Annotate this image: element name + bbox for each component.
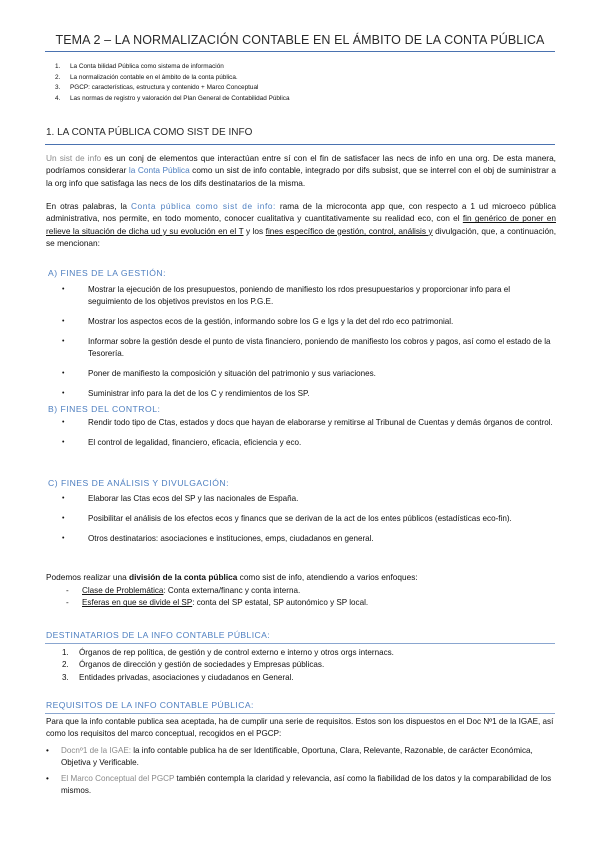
- paragraph-conta-publica: En otras palabras, la Conta pública como sist de info: rama de la microconta app que, con respecto a 1 ud microeco pública administrativa, nos permite, en todo momento, conocer cualitativa y cuantitativamente su realidad eco, con el fin genérico de poner en relieve la situación de dicha ud y su evolución en el T y los fines específico de gestión, control, análisis y divulgación, que, a continuación, se mencionan:: [46, 201, 557, 248]
- bullet-icon: •: [62, 286, 65, 293]
- toc-item: 2. La normalización contable en el ámbito de la conta pública.: [55, 73, 238, 81]
- bullet-icon: •: [62, 370, 65, 377]
- bullet-icon: •: [62, 338, 65, 345]
- list-item: • Rendir todo tipo de Ctas, estados y docs que hayan de elaborarse y remitirse al Tribunal de Cuentas y demás órganos de control.: [62, 418, 553, 427]
- heading-destinatarios: DESTINATARIOS DE LA INFO CONTABLE PÚBLICA:: [46, 630, 271, 640]
- bullet-icon: •: [62, 419, 65, 426]
- list-fines-analisis: [62, 493, 554, 545]
- section-heading: 1. LA CONTA PÚBLICA COMO SIST DE INFO: [46, 127, 253, 138]
- toc-item: 4. Las normas de registro y valoración del Plan General de Contabilidad Pública: [55, 94, 290, 102]
- bullet-icon: •: [62, 535, 65, 542]
- bullet-icon: •: [62, 318, 65, 325]
- bullet-icon: •: [62, 439, 65, 446]
- bullet-icon: •: [46, 774, 49, 784]
- heading-fines-analisis: C) FINES DE ANÁLISIS Y DIVULGACIÓN:: [48, 478, 229, 488]
- list-item: • Poner de manifiesto la composición y situación del patrimonio y sus variaciones.: [62, 369, 376, 378]
- list-item: • Docnº1 de la IGAE: la info contable publica ha de ser Identificable, Oportuna, Clara, Relevante, Razonable, de carácter Económica, Objetiva y Verificable.: [46, 745, 533, 767]
- subsection-divider: [45, 643, 555, 644]
- requisitos-block: [46, 716, 556, 798]
- list-fines-control: [62, 417, 554, 449]
- list-enfoques: [66, 585, 368, 610]
- heading-fines-gestion: A) FINES DE LA GESTIÓN:: [48, 268, 166, 278]
- page-title: TEMA 2 – LA NORMALIZACIÓN CONTABLE EN EL ÁMBITO DE LA CONTA PÚBLICA: [55, 33, 545, 47]
- list-destinatarios: [62, 647, 394, 684]
- list-item: • Informar sobre la gestión desde el punto de vista financiero, poniendo de manifiesto los cobros y pagos, así como el estado de la Tesorería.: [62, 337, 551, 358]
- list-item: • Mostrar la ejecución de los presupuestos, poniendo de manifiesto los rdos presupuestarios y proporcionar info para el seguimiento de los objetivos previstos en los P.G.E.: [62, 285, 511, 306]
- bullet-icon: •: [62, 390, 65, 397]
- heading-fines-control: B) FINES DEL CONTROL:: [48, 404, 161, 414]
- list-item: 3. Entidades privadas, asociaciones y ciudadanos en General.: [62, 672, 294, 682]
- list-item: • Suministrar info para la det de los C y rendimientos de los SP.: [62, 389, 310, 398]
- title-divider: [45, 51, 555, 52]
- list-item: • Otros destinatarios: asociaciones e instituciones, emps, ciudadanos en general.: [62, 534, 374, 543]
- list-item: • Posibilitar el análisis de los efectos ecos y financs que se derivan de la act de los entes públicos (estadísticas eco-fin).: [62, 514, 512, 523]
- paragraph-division: Podemos realizar una división de la conta pública como sist de info, atendiendo a varios enfoques:: [46, 572, 418, 582]
- list-item: - Esferas en que se divide el SP: conta del SP estatal, SP autonómico y SP local.: [66, 598, 369, 608]
- bullet-icon: •: [62, 495, 65, 502]
- list-item: • El Marco Conceptual del PGCP también contempla la claridad y relevancia, así como la fiabilidad de los datos y la comparabilidad de los mismos.: [46, 774, 552, 796]
- list-item: • El control de legalidad, financiero, eficacia, eficiencia y eco.: [62, 438, 302, 447]
- table-of-contents: [55, 62, 290, 104]
- section-divider: [45, 144, 555, 145]
- list-item: 1. Órganos de rep política, de gestión y de control externo e interno y otros orgs internacs.: [62, 648, 394, 657]
- paragraph-requisitos: Para que la info contable publica sea aceptada, ha de cumplir una serie de requisitos. Estos son los dispuestos en el Doc Nº1 de la IGAE, así como los requisitos del marco conceptual, recogidos en el PGCP:: [46, 717, 554, 739]
- list-fines-gestion: [62, 284, 554, 400]
- heading-requisitos: REQUISITOS DE LA INFO CONTABLE PÚBLICA:: [46, 700, 254, 710]
- toc-item: 3. PGCP: características, estructura y contenido + Marco Conceptual: [55, 84, 259, 91]
- bullet-icon: •: [62, 515, 65, 522]
- bullet-icon: •: [46, 745, 49, 755]
- list-item: • Elaborar las Ctas ecos del SP y las nacionales de España.: [62, 494, 299, 503]
- paragraph-sist-info: Un sist de info es un conj de elementos que interactúan entre sí con el fin de satisfacer las necs de info en una org. De esta manera, podríamos considerar la Conta Pública como un sist de info contable, integrado por difs subsist, que se interrel con el obj de suministrar a la org info que satisfaga las necs de los difs destinatarios de la misma.: [46, 153, 556, 188]
- toc-item: 1. La Conta bilidad Pública como sistema de información: [55, 63, 224, 70]
- list-item: - Clase de Problemática: Conta externa/financ y conta interna.: [66, 586, 301, 595]
- list-item: 2. Órganos de dirección y gestión de sociedades y Empresas públicas.: [62, 660, 325, 670]
- subsection-divider: [45, 713, 555, 714]
- list-item: • Mostrar los aspectos ecos de la gestión, informando sobre los G e Igs y la det del rdo eco patrimonial.: [62, 317, 454, 326]
